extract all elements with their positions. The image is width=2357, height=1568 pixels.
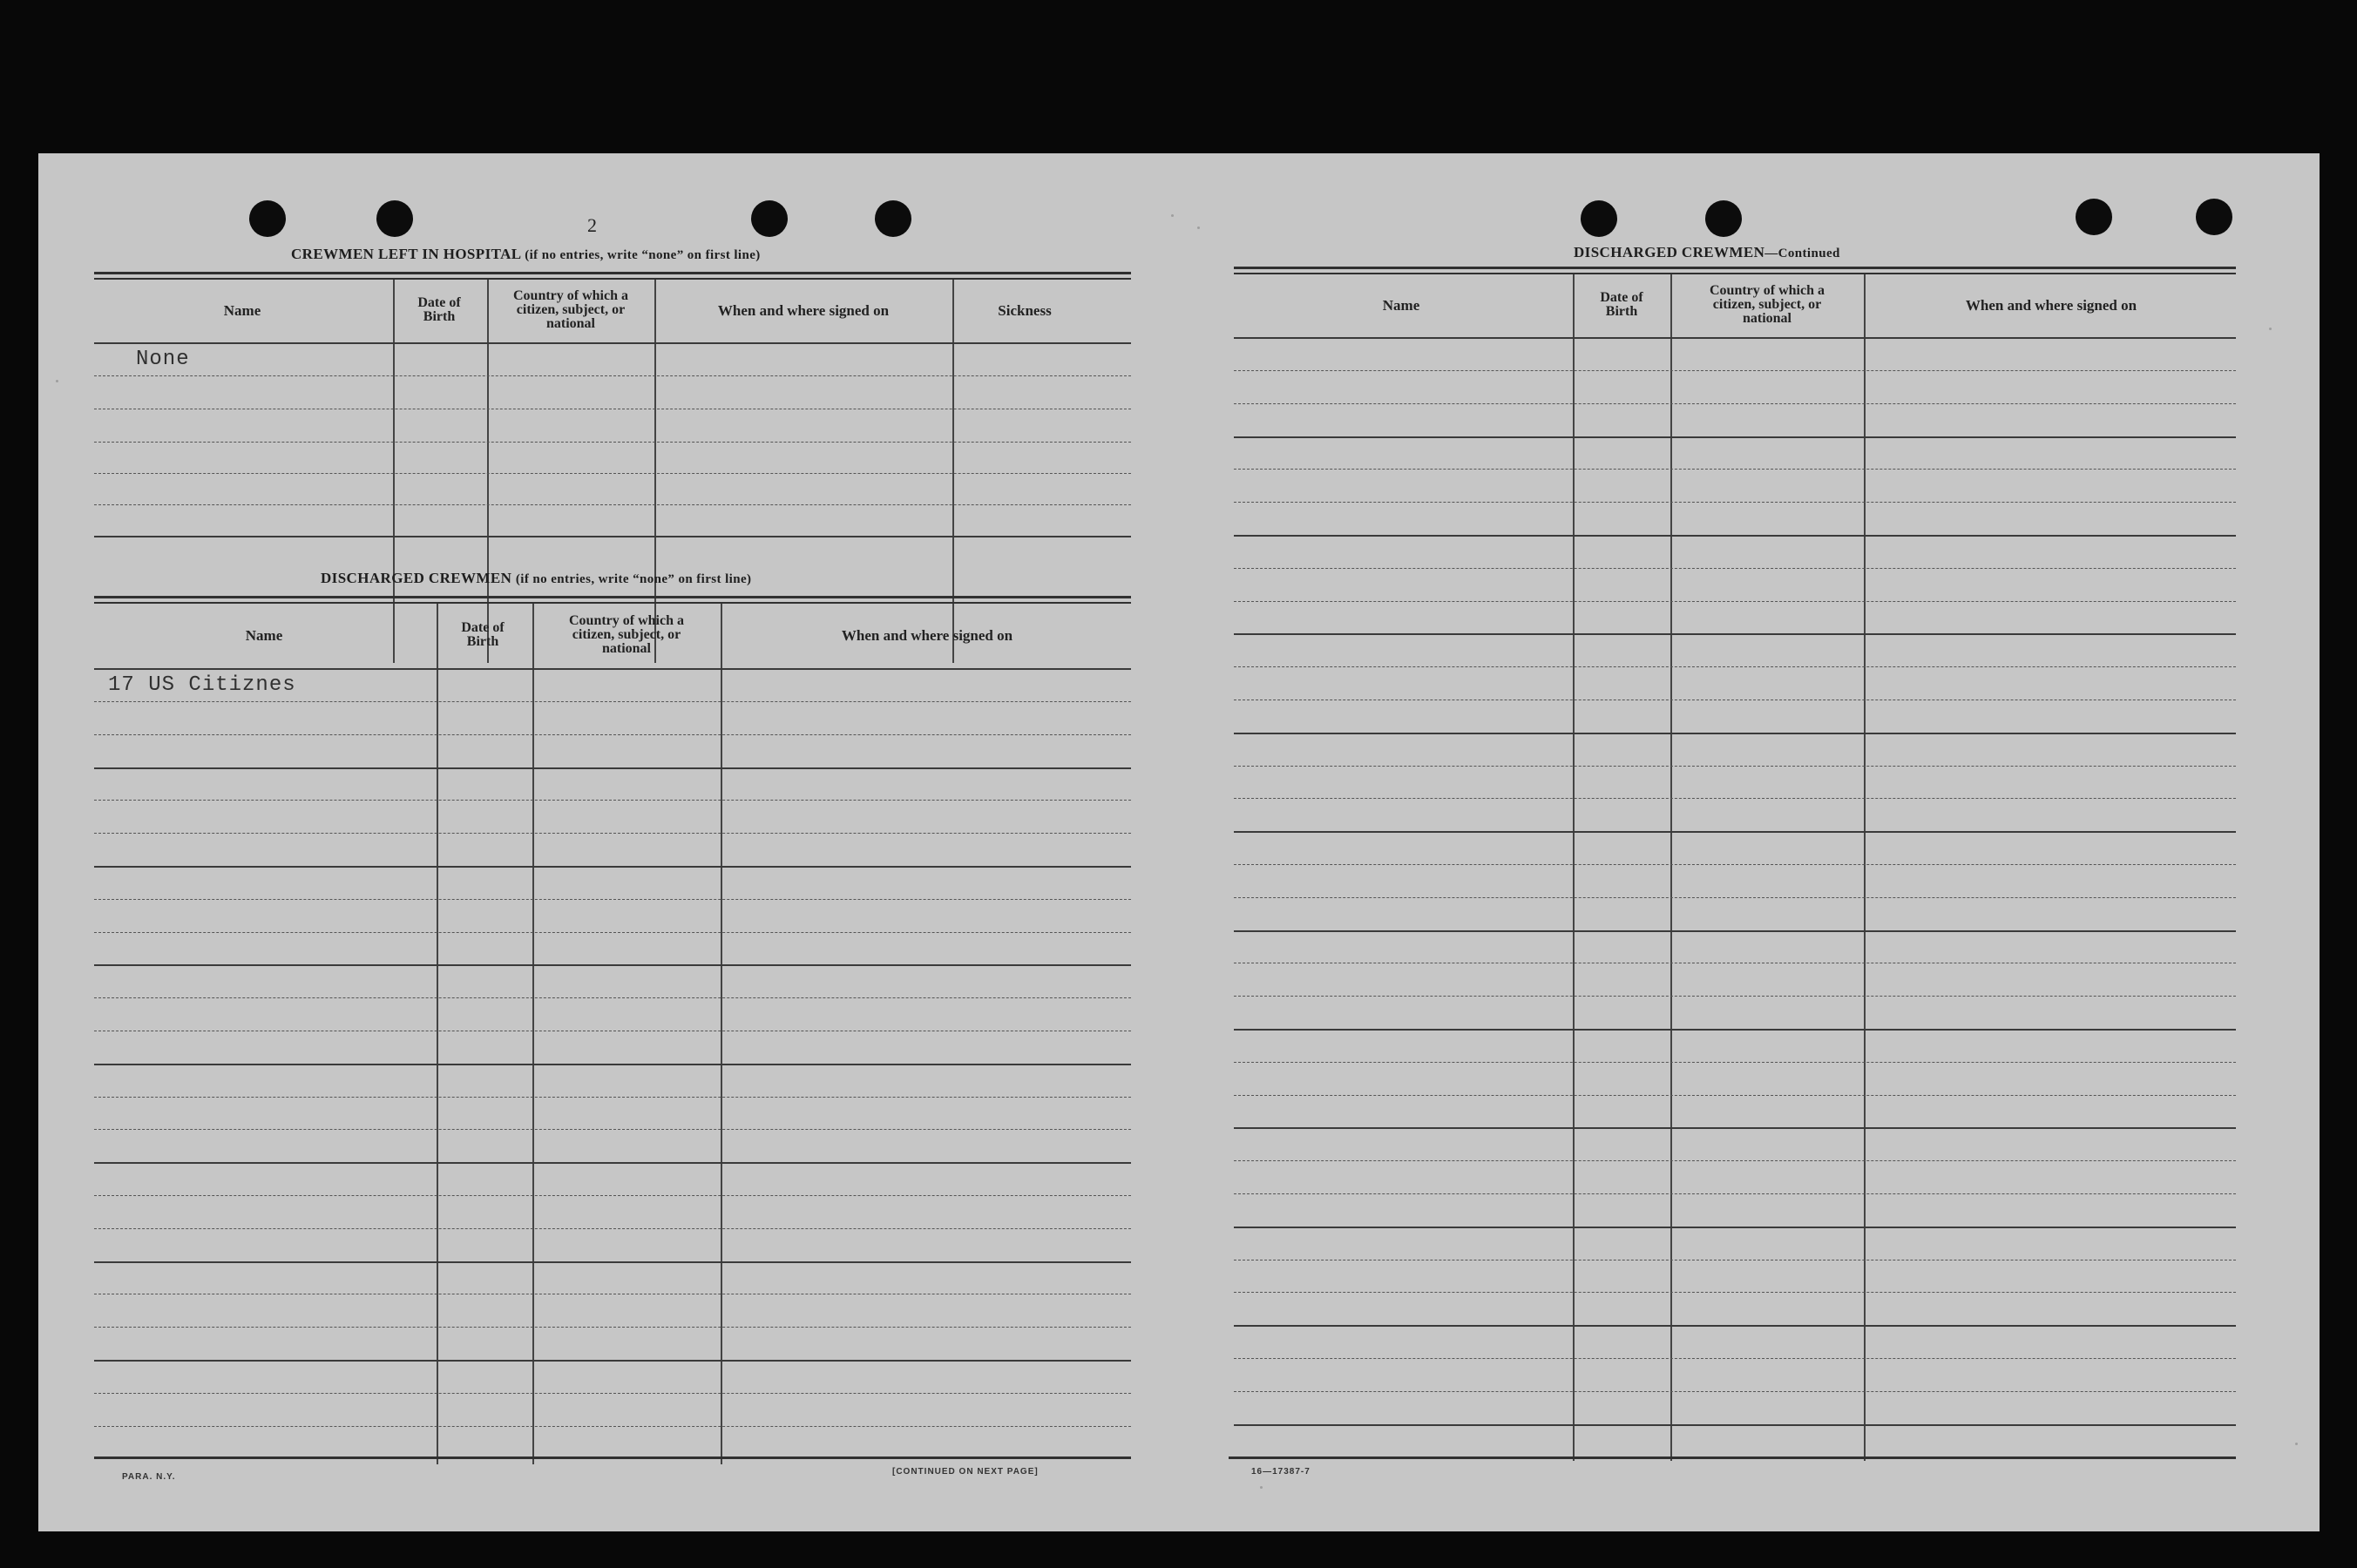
paper-speck	[1197, 226, 1200, 229]
row-line	[1234, 864, 2236, 865]
row-line	[1234, 766, 2236, 767]
form-sheet	[38, 153, 2320, 1531]
punch-hole	[249, 200, 286, 237]
row-line	[1234, 1127, 2236, 1129]
page-number: 2	[587, 214, 597, 236]
row-line	[94, 997, 1131, 998]
row-line	[94, 504, 1131, 505]
punch-hole	[875, 200, 911, 237]
col-divider	[532, 604, 534, 1464]
col-divider	[437, 604, 438, 1464]
discharged-table-right	[1234, 274, 2236, 1468]
continued-note: [CONTINUED ON NEXT PAGE]	[892, 1467, 1039, 1477]
punch-hole	[1705, 200, 1742, 237]
row-line	[1234, 1193, 2236, 1194]
punch-hole	[2196, 199, 2232, 235]
hospital-title-instruction: (if no entries, write “none” on first line)	[525, 248, 761, 262]
hospital-bottom-rule	[94, 536, 1131, 537]
paper-speck	[2269, 328, 2272, 330]
right-col-signed-on: When and where signed on	[1965, 296, 2137, 314]
col-divider	[721, 604, 722, 1464]
hospital-title-text: CREWMEN LEFT IN HOSPITAL	[291, 246, 521, 262]
row-line	[1234, 1358, 2236, 1359]
row-line	[94, 1261, 1131, 1263]
hospital-col-country: Country of which a citizen, subject, or national	[512, 288, 628, 331]
row-line	[94, 1097, 1131, 1098]
discharged-col-dob: Date of Birth	[461, 620, 505, 649]
right-bottom-rule	[1229, 1456, 2236, 1459]
row-line	[1234, 1160, 2236, 1161]
discharged-col-name: Name	[245, 626, 283, 644]
punch-hole	[376, 200, 413, 237]
row-line	[94, 701, 1131, 702]
row-line	[1234, 436, 2236, 438]
punch-hole	[1581, 200, 1617, 237]
form-number: 16—17387-7	[1251, 1467, 1311, 1477]
hospital-top-rule	[94, 272, 1131, 274]
row-line	[1234, 568, 2236, 569]
paper-speck	[56, 380, 58, 382]
col-divider	[1573, 274, 1575, 1461]
right-top-rule	[1234, 267, 2236, 269]
row-line	[94, 1195, 1131, 1196]
row-line	[1234, 403, 2236, 404]
right-col-name: Name	[1382, 296, 1420, 314]
printer-mark: PARA. N.Y.	[122, 1472, 176, 1482]
header-underline	[94, 342, 1131, 344]
row-line	[94, 964, 1131, 966]
row-line	[1234, 1095, 2236, 1096]
right-col-dob: Date of Birth	[1600, 290, 1643, 319]
row-line	[1234, 897, 2236, 898]
row-line	[94, 473, 1131, 474]
row-line	[1234, 1424, 2236, 1426]
row-line	[94, 932, 1131, 933]
hospital-col-signed-on: When and where signed on	[717, 301, 890, 319]
row-line	[94, 1393, 1131, 1394]
hospital-section-title	[291, 246, 761, 263]
hospital-col-name: Name	[223, 301, 261, 319]
row-line	[94, 1162, 1131, 1164]
right-section-title	[1574, 244, 1840, 261]
punch-hole	[751, 200, 788, 237]
row-line	[94, 1327, 1131, 1328]
row-line	[1234, 633, 2236, 635]
right-title-text: DISCHARGED CREWMEN	[1574, 244, 1765, 260]
discharged-table-left	[94, 604, 1131, 1475]
row-line	[1234, 831, 2236, 833]
row-line	[94, 1228, 1131, 1229]
discharged-section-title	[321, 570, 751, 587]
row-line	[1234, 502, 2236, 503]
discharged-title-text: DISCHARGED CREWMEN	[321, 570, 512, 586]
row-line	[1234, 733, 2236, 734]
row-line	[1234, 1029, 2236, 1031]
row-line	[1234, 469, 2236, 470]
col-divider	[1670, 274, 1672, 1461]
row-line	[1234, 1325, 2236, 1327]
row-line	[94, 1360, 1131, 1362]
paper-speck	[2295, 1443, 2298, 1445]
discharged-title-instruction: (if no entries, write “none” on first line)	[515, 572, 752, 586]
row-line	[1234, 930, 2236, 932]
left-bottom-rule	[94, 1456, 1131, 1459]
row-line	[1234, 1391, 2236, 1392]
row-line	[94, 866, 1131, 868]
row-line	[94, 1064, 1131, 1065]
row-line	[1234, 370, 2236, 371]
row-line	[94, 833, 1131, 834]
row-line	[1234, 535, 2236, 537]
hospital-entry-1: None	[136, 348, 190, 371]
row-line	[1234, 1227, 2236, 1228]
row-line	[94, 899, 1131, 900]
hospital-col-sickness: Sickness	[998, 301, 1052, 319]
punch-hole	[2076, 199, 2112, 235]
row-line	[94, 734, 1131, 735]
col-divider	[1864, 274, 1866, 1461]
row-line	[1234, 666, 2236, 667]
row-line	[1234, 996, 2236, 997]
row-line	[1234, 1062, 2236, 1063]
hospital-col-dob: Date of Birth	[417, 295, 461, 324]
row-line	[94, 800, 1131, 801]
right-title-continued: —Continued	[1764, 247, 1840, 260]
row-line	[1234, 798, 2236, 799]
row-line	[1234, 1292, 2236, 1293]
row-line	[94, 1129, 1131, 1130]
header-underline	[94, 668, 1131, 670]
paper-speck	[1171, 214, 1174, 217]
row-line	[94, 767, 1131, 769]
row-line	[94, 1426, 1131, 1427]
row-line	[94, 375, 1131, 376]
row-line	[94, 442, 1131, 443]
discharged-top-rule	[94, 596, 1131, 598]
header-underline	[1234, 337, 2236, 339]
row-line	[1234, 601, 2236, 602]
discharged-entry-1: 17 US Citiznes	[108, 673, 296, 697]
right-col-country: Country of which a citizen, subject, or national	[1709, 283, 1825, 326]
discharged-col-country: Country of which a citizen, subject, or national	[568, 613, 684, 656]
discharged-col-signed-on: When and where signed on	[841, 626, 1013, 644]
paper-speck	[1260, 1486, 1263, 1489]
